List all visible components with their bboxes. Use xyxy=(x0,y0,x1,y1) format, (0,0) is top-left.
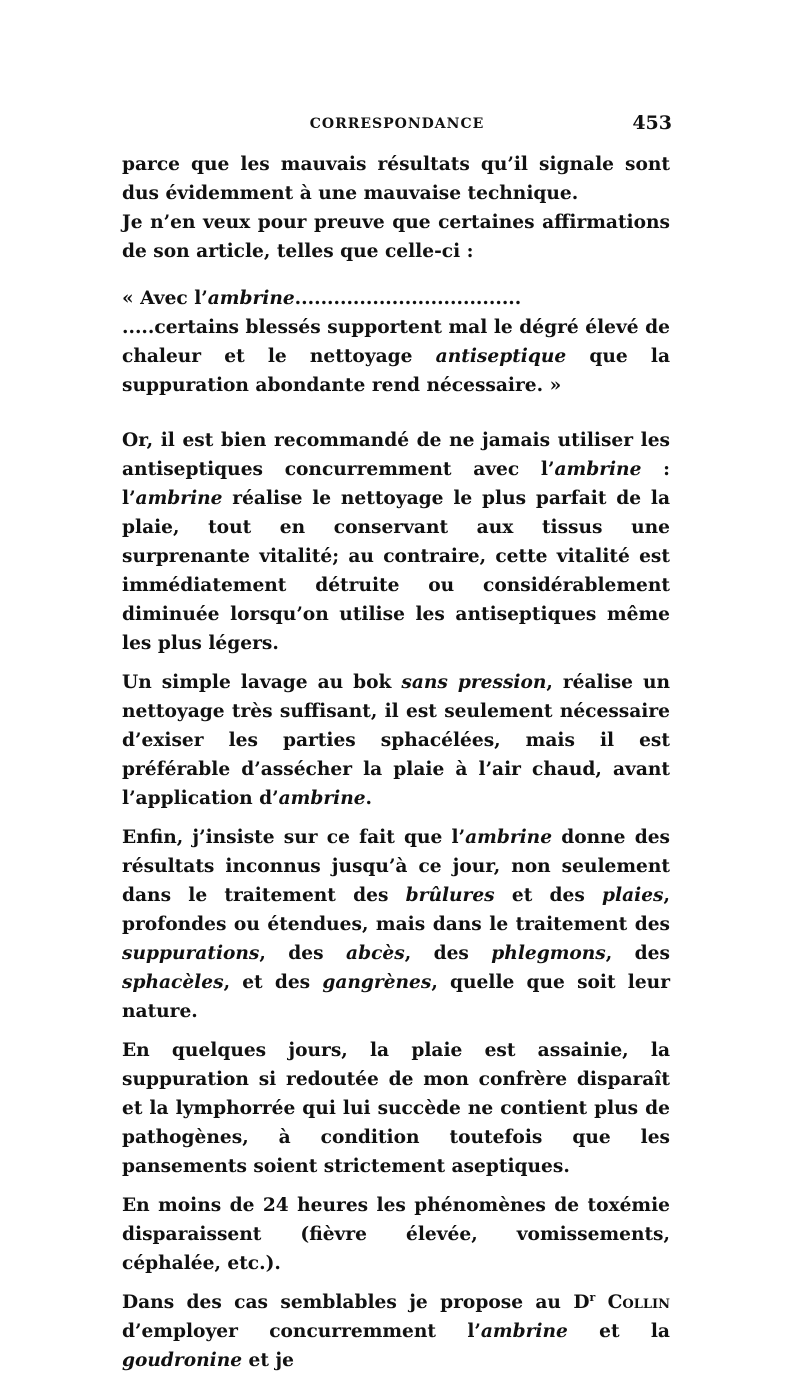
page-number: 453 xyxy=(632,112,672,134)
paragraph-text: et je xyxy=(242,1350,294,1371)
emphasis: ambrine xyxy=(554,459,642,480)
paragraph-text: , des xyxy=(259,943,347,964)
emphasis: suppurations xyxy=(122,943,260,964)
quote-text: « Avec l’ xyxy=(122,288,208,309)
paragraph-text: réalise le nettoyage le plus parfait de la plaie, tout en conservant aux tissus une surprenante vitalité; au contraire, cette vitalité est immédiatement détruite ou considérablement diminuée lorsqu’on utilise les antiseptiques même les plus légers. xyxy=(122,488,670,654)
emphasis: brûlures xyxy=(405,885,495,906)
paragraph-text: , et des xyxy=(223,972,323,993)
paragraph-5 xyxy=(122,823,670,1026)
emphasis: ambrine xyxy=(465,827,553,848)
paragraph-6 xyxy=(122,1036,670,1181)
emphasis: plaies xyxy=(602,885,664,906)
paragraph-text: En moins de 24 heures les phénomènes de toxémie disparaissent (fièvre élevée, vomissements, céphalée, etc.). xyxy=(122,1195,670,1274)
paragraph-text: En quelques jours, la plaie est assainie, la suppuration si redoutée de mon confrère disparaît et la lymphorrée qui lui succède ne contient plus de pathogènes, à condition toutefois que les pansements soient strictement aseptiques. xyxy=(122,1040,670,1177)
paragraph-text: et la xyxy=(567,1321,670,1342)
paragraph-text: , quelle que soit leur nature. xyxy=(122,972,670,1022)
paragraph-text: Je n’en veux pour preuve que certaines affirmations de son article, telles que celle-ci : xyxy=(122,212,670,262)
superscript: r xyxy=(589,1290,596,1304)
emphasis: sans pression xyxy=(401,672,547,693)
quotation xyxy=(122,284,670,400)
paragraph-text: d’employer concurremment l’ xyxy=(122,1321,481,1342)
paragraph-text: , des xyxy=(404,943,492,964)
paragraph-text: et des xyxy=(494,885,603,906)
emphasis: ambrine xyxy=(207,288,295,309)
paragraph-text: Enfin, j’insiste sur ce fait que l’ xyxy=(122,827,466,848)
leader-dots: ................................... xyxy=(294,288,522,309)
paragraph-text: , des xyxy=(605,943,670,964)
paragraph-text: : l’ xyxy=(122,459,670,509)
paragraph-text: Or, il est bien recommandé de ne jamais utiliser les antiseptiques concurremment avec l’ xyxy=(122,430,670,480)
person-name: Collin xyxy=(607,1292,670,1313)
paragraph-text: Un simple lavage au bok xyxy=(122,672,402,693)
paragraph-7 xyxy=(122,1191,670,1278)
paragraph-1 xyxy=(122,150,670,208)
emphasis: abcès xyxy=(346,943,405,964)
page-header xyxy=(122,112,672,142)
emphasis: antiseptique xyxy=(435,346,567,367)
emphasis: gangrènes xyxy=(322,972,432,993)
paragraph-text: Dans des cas semblables je propose au D xyxy=(122,1292,590,1313)
paragraph-3 xyxy=(122,426,670,658)
paragraph-8 xyxy=(122,1288,670,1375)
paragraph-text: , réalise un nettoyage très suffisant, il est seulement nécessaire d’exiser les parties sphacélées, mais il est préférable d’assécher la plaie à l’air chaud, avant l’application d’ xyxy=(122,672,670,809)
paragraph-4 xyxy=(122,668,670,813)
paragraph-text: parce que les mauvais résultats qu’il signale sont dus évidemment à une mauvaise technique. xyxy=(122,154,670,204)
emphasis: ambrine xyxy=(278,788,366,809)
paragraph-text: . xyxy=(365,788,373,809)
paragraph-2 xyxy=(122,208,670,266)
paragraph-text: donne des résultats inconnus jusqu’à ce jour, non seulement dans le traitement des xyxy=(122,827,670,906)
emphasis: phlegmons xyxy=(491,943,606,964)
quote-text: que la suppuration abondante rend nécessaire. » xyxy=(122,346,670,396)
paragraph-text: , profondes ou étendues, mais dans le traitement des xyxy=(122,885,670,935)
emphasis: ambrine xyxy=(480,1321,568,1342)
emphasis: goudronine xyxy=(122,1350,243,1371)
emphasis: ambrine xyxy=(135,488,223,509)
page-body xyxy=(122,150,670,1375)
quote-text: .....certains blessés supportent mal le dégré élevé de chaleur et le nettoyage xyxy=(122,317,670,367)
running-title: CORRESPONDANCE xyxy=(309,116,485,132)
emphasis: sphacèles xyxy=(122,972,224,993)
